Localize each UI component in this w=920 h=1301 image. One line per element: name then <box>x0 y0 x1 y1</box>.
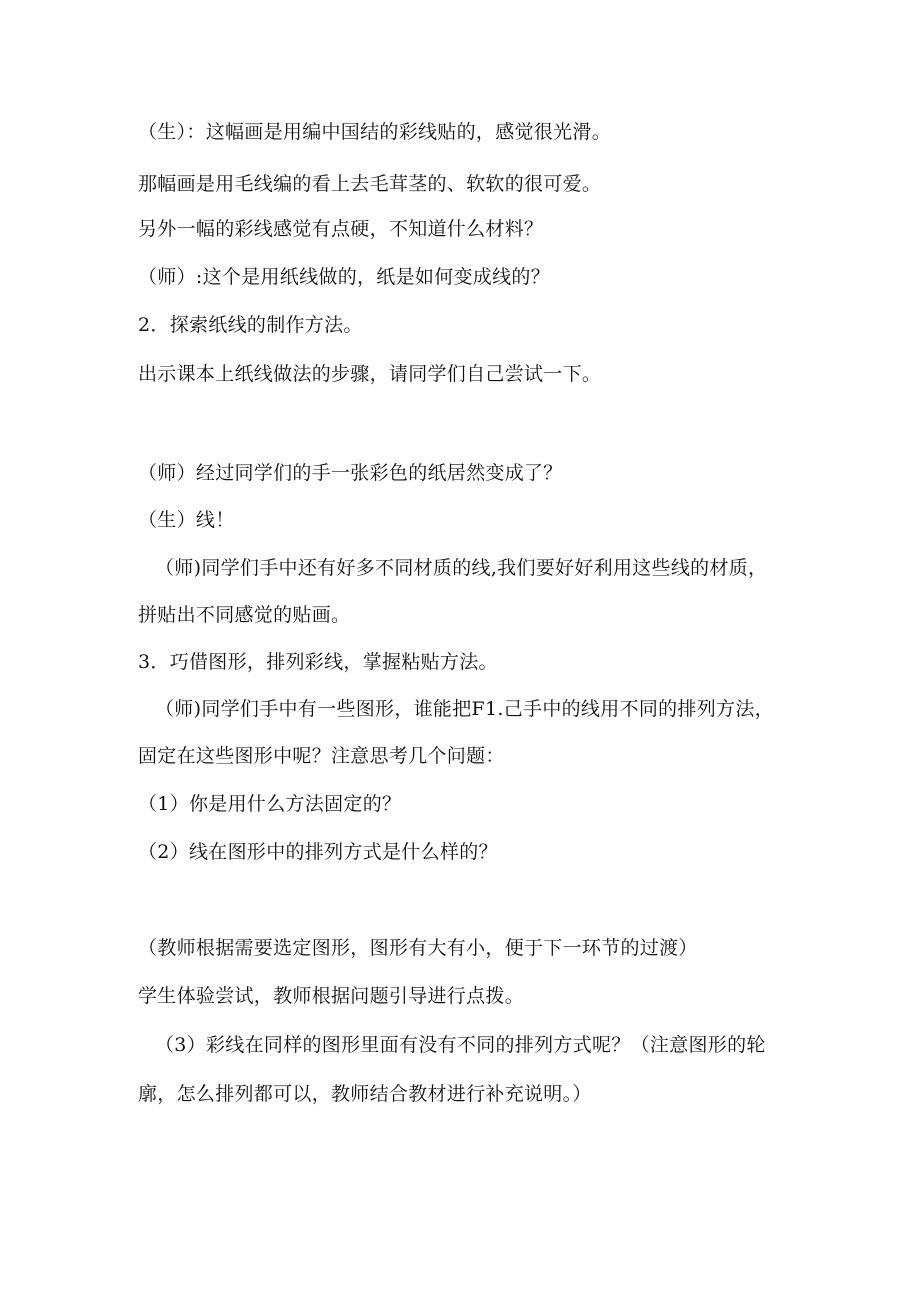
text-line-10: 拼贴出不同感觉的贴画。 <box>138 604 351 626</box>
section-heading-3: 3．巧借图形，排列彩线，掌握粘贴方法。 <box>138 651 498 673</box>
text-line-4: （师）:这个是用纸线做的，纸是如何变成线的？ <box>138 266 551 288</box>
question-1: （1）你是用什么方法固定的？ <box>138 793 402 815</box>
text-line-6: 出示课本上纸线做法的步骤，请同学们自己尝试一下。 <box>138 363 602 385</box>
section-heading-2: 2．探索纸线的制作方法。 <box>138 314 363 336</box>
text-line-8: （生）线！ <box>138 509 235 531</box>
text-line-12: （师)同学们手中有一些图形，谁能把F1.己手中的线用不同的排列方法， <box>155 698 774 720</box>
text-line-13: 固定在这些图形中呢？注意思考几个问题： <box>138 745 505 767</box>
text-line-7: （师）经过同学们的手一张彩色的纸居然变成了？ <box>138 462 563 484</box>
question-3: （3）彩线在同样的图形里面有没有不同的排列方式呢？（注意图形的轮 <box>155 1034 766 1056</box>
text-line-19: 廓，怎么排列都可以，教师结合教材进行补充说明。） <box>138 1083 592 1105</box>
text-line-3: 另外一幅的彩线感觉有点硬，不知道什么材料？ <box>138 218 544 240</box>
text-line-1: （生）：这幅画是用编中国结的彩线贴的，感觉很光滑。 <box>138 121 612 143</box>
text-line-2: 那幅画是用毛线编的看上去毛茸茎的、软软的很可爱。 <box>138 173 602 195</box>
text-line-17: 学生体验尝试，教师根据问题引导进行点拨。 <box>138 985 525 1007</box>
text-line-16: （教师根据需要选定图形，图形有大有小，便于下一环节的过渡） <box>138 937 698 959</box>
question-2: （2）线在图形中的排列方式是什么样的？ <box>138 841 498 863</box>
text-line-9: （师)同学们手中还有好多不同材质的线,我们要好好利用这些线的材质， <box>155 557 768 579</box>
